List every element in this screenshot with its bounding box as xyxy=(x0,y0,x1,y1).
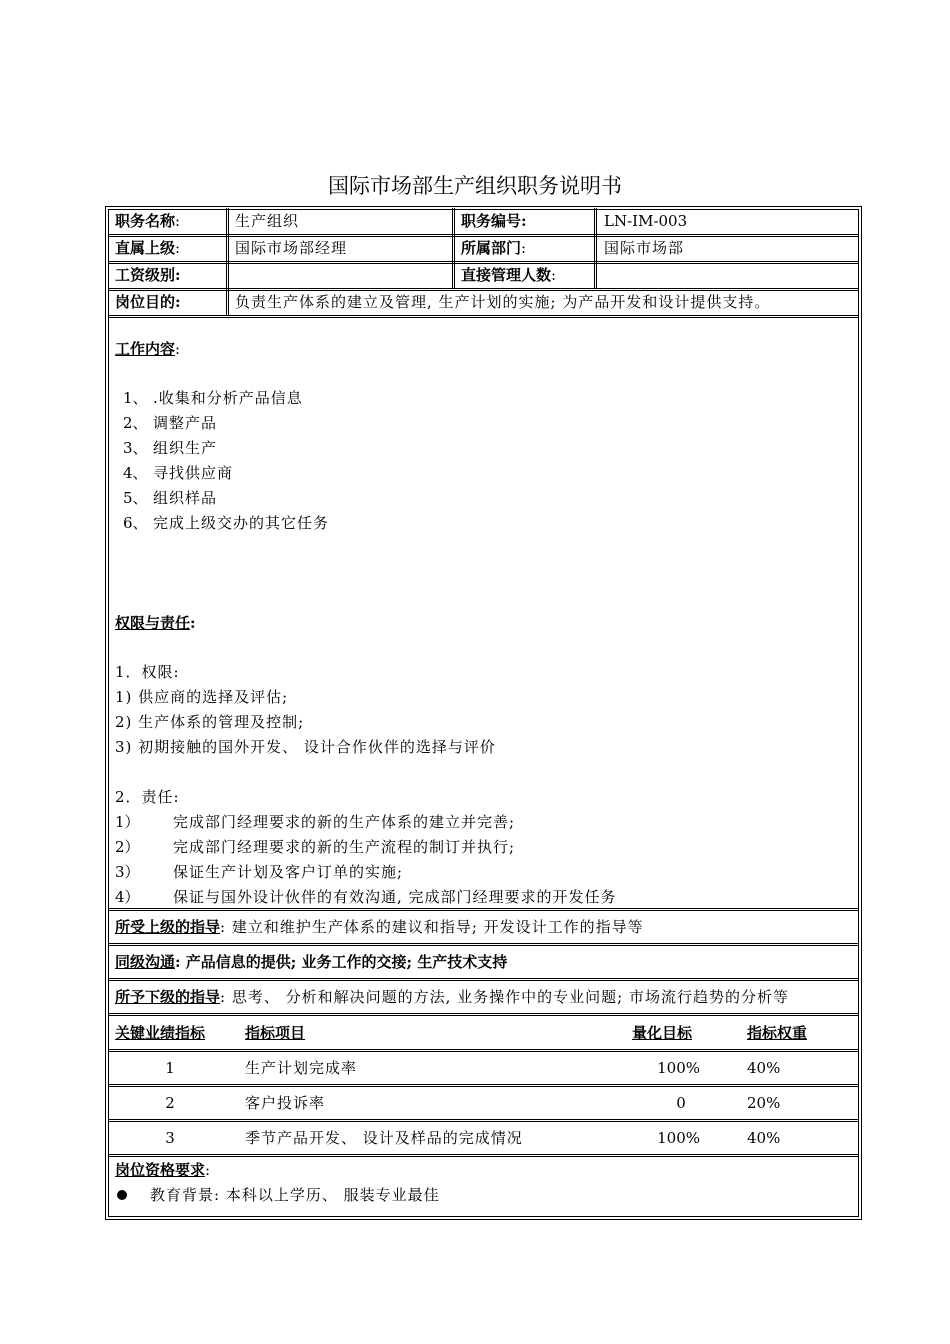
kpi-row-item: 季节产品开发、 设计及样品的完成情况 xyxy=(245,1129,523,1147)
kpi-row-item: 生产计划完成率 xyxy=(245,1059,358,1077)
peer-communication: 同级沟通: 产品信息的提供; 业务工作的交接; 生产技术支持 xyxy=(115,953,508,971)
value-department: 国际市场部 xyxy=(604,239,685,257)
label-job-number: 职务编号: xyxy=(461,212,527,230)
guidance-given: 所予下级的指导: 思考、 分析和解决问题的方法, 业务操作中的专业问题; 市场流行趋势的分析等 xyxy=(115,988,789,1006)
row-divider xyxy=(108,943,859,944)
kpi-header-target: 量化目标 xyxy=(632,1024,693,1042)
label-job-title: 职务名称: xyxy=(115,212,181,230)
authority-heading: 权限与责任: xyxy=(115,614,196,632)
duty-text: 完成部门经理要求的新的生产流程的制订并执行; xyxy=(173,838,516,856)
row-divider xyxy=(108,1086,859,1087)
document-title: 国际市场部生产组织职务说明书 xyxy=(328,174,622,198)
rights-title: 1．权限: xyxy=(115,663,180,681)
column-divider xyxy=(228,208,229,316)
row-divider xyxy=(108,317,859,318)
bullet-icon xyxy=(117,1190,127,1200)
duty-num: 3） xyxy=(115,863,140,881)
work-item-text: 组织生产 xyxy=(153,439,218,457)
row-divider xyxy=(108,1156,859,1157)
kpi-row-target: 100% xyxy=(657,1129,700,1147)
value-job-number: LN-IM-003 xyxy=(604,212,688,230)
value-purpose: 负责生产体系的建立及管理, 生产计划的实施; 为产品开发和设计提供支持。 xyxy=(235,293,771,311)
row-divider xyxy=(108,1013,859,1014)
row-divider xyxy=(108,288,859,289)
label-superior: 直属上级: xyxy=(115,239,181,257)
label-purpose: 岗位目的: xyxy=(115,293,181,311)
duty-num: 2） xyxy=(115,838,140,856)
row-divider xyxy=(108,978,859,979)
work-item-num: 2、 xyxy=(123,414,148,432)
value-superior: 国际市场部经理 xyxy=(235,239,348,257)
row-divider xyxy=(108,261,859,262)
kpi-row-item: 客户投诉率 xyxy=(245,1094,326,1112)
row-divider xyxy=(108,1154,859,1155)
rights-item: 1) 供应商的选择及评估; xyxy=(115,688,289,706)
work-item-text: .收集和分析产品信息 xyxy=(153,389,303,407)
row-divider xyxy=(108,1084,859,1085)
column-divider xyxy=(226,208,227,316)
label-salary-grade: 工资级别: xyxy=(115,266,181,284)
kpi-row-weight: 40% xyxy=(747,1059,781,1077)
work-item-num: 1、 xyxy=(123,389,148,407)
column-divider xyxy=(596,208,597,289)
row-divider xyxy=(108,236,859,237)
work-item-text: 组织样品 xyxy=(153,489,218,507)
duty-num: 1） xyxy=(115,813,140,831)
row-divider xyxy=(108,1015,859,1016)
column-divider xyxy=(454,208,455,289)
kpi-row-no: 1 xyxy=(165,1059,175,1077)
work-item-text: 调整产品 xyxy=(153,414,218,432)
work-item-num: 4、 xyxy=(123,464,148,482)
row-divider xyxy=(108,1121,859,1122)
work-item-num: 6、 xyxy=(123,514,148,532)
work-item-text: 完成上级交办的其它任务 xyxy=(153,514,330,532)
row-divider xyxy=(108,263,859,264)
work-item-num: 5、 xyxy=(123,489,148,507)
row-divider xyxy=(108,908,859,909)
label-direct-reports: 直接管理人数: xyxy=(461,266,557,284)
duties-title: 2．责任: xyxy=(115,788,180,806)
qualification-item: 教育背景: 本科以上学历、 服装专业最佳 xyxy=(150,1186,440,1204)
work-content-heading: 工作内容: xyxy=(115,340,181,358)
rights-item: 3) 初期接触的国外开发、 设计合作伙伴的选择与评价 xyxy=(115,738,496,756)
work-item-text: 寻找供应商 xyxy=(153,464,234,482)
kpi-row-weight: 20% xyxy=(747,1094,781,1112)
column-divider xyxy=(594,208,595,289)
row-divider xyxy=(108,945,859,946)
row-divider xyxy=(108,980,859,981)
column-divider xyxy=(452,208,453,289)
duty-text: 完成部门经理要求的新的生产体系的建立并完善; xyxy=(173,813,516,831)
kpi-header-indicator: 关键业绩指标 xyxy=(115,1024,206,1042)
kpi-header-item: 指标项目 xyxy=(245,1024,306,1042)
kpi-row-weight: 40% xyxy=(747,1129,781,1147)
row-divider xyxy=(108,1119,859,1120)
kpi-row-no: 2 xyxy=(165,1094,175,1112)
duty-num: 4） xyxy=(115,888,140,906)
kpi-row-no: 3 xyxy=(165,1129,175,1147)
kpi-row-target: 0 xyxy=(676,1094,686,1112)
work-item-num: 3、 xyxy=(123,439,148,457)
row-divider xyxy=(108,910,859,911)
label-department: 所属部门: xyxy=(461,239,527,257)
kpi-header-weight: 指标权重 xyxy=(747,1024,808,1042)
row-divider xyxy=(108,234,859,235)
row-divider xyxy=(108,1049,859,1050)
row-divider xyxy=(108,1051,859,1052)
rights-item: 2) 生产体系的管理及控制; xyxy=(115,713,305,731)
qualification-heading: 岗位资格要求: xyxy=(115,1161,211,1179)
duty-text: 保证生产计划及客户订单的实施; xyxy=(173,863,404,881)
kpi-row-target: 100% xyxy=(657,1059,700,1077)
row-divider xyxy=(108,315,859,316)
duty-text: 保证与国外设计伙伴的有效沟通, 完成部门经理要求的开发任务 xyxy=(173,888,617,906)
row-divider xyxy=(108,290,859,291)
value-job-title: 生产组织 xyxy=(235,212,300,230)
guidance-received: 所受上级的指导: 建立和维护生产体系的建议和指导; 开发设计工作的指导等 xyxy=(115,918,644,936)
